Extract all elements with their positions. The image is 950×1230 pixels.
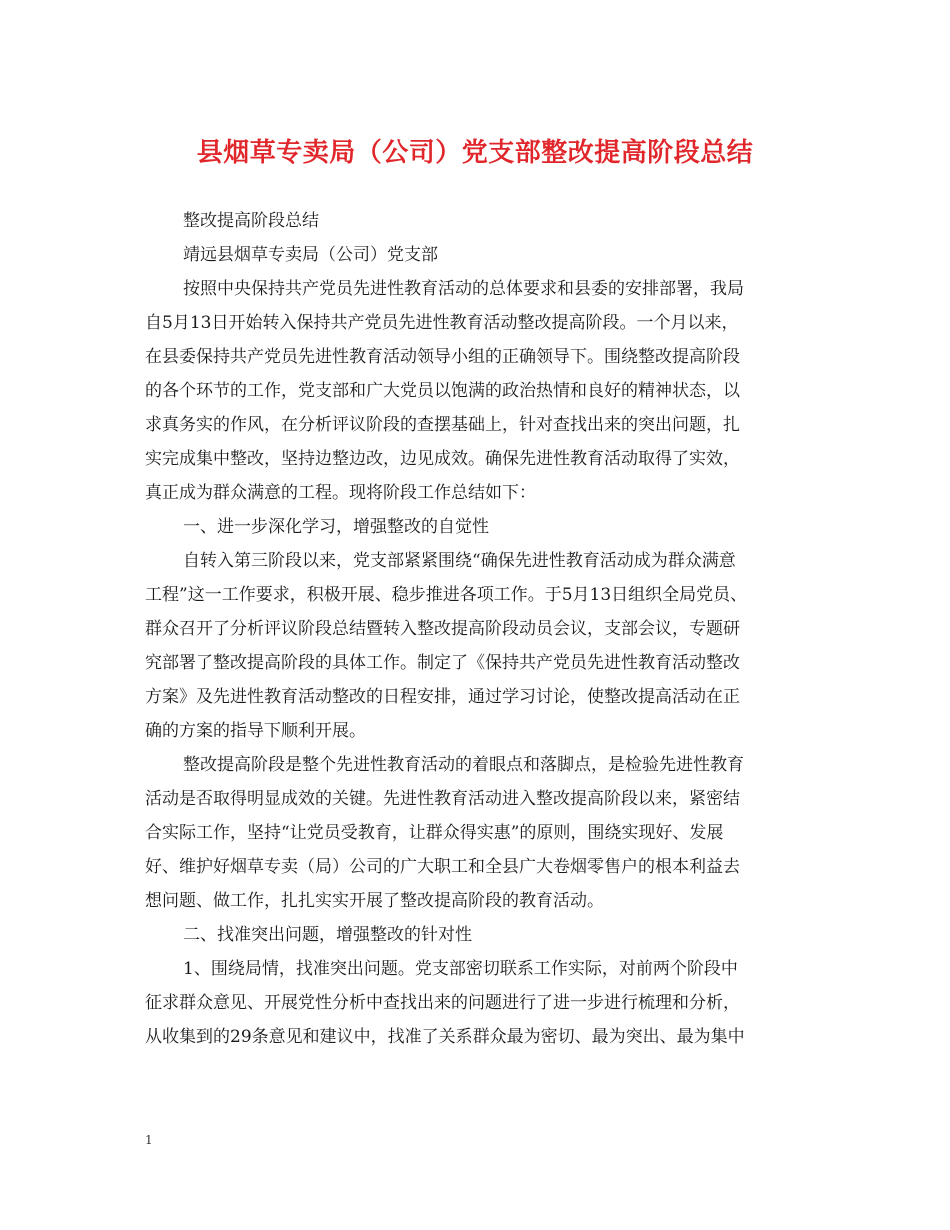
document-body: [145, 204, 825, 1054]
paragraph-line: 想问题、做工作，扎扎实实开展了整改提高阶段的教育活动。: [145, 891, 604, 911]
paragraph-line: 好、维护好烟草专卖（局）公司的广大职工和全县广大卷烟零售户的根本利益去: [145, 857, 740, 877]
paragraph-line: 征求群众意见、开展党性分析中查找出来的问题进行了进一步进行梳理和分析，: [145, 993, 740, 1013]
paragraph-line: 在县委保持共产党员先进性教育活动领导小组的正确领导下。围绕整改提高阶段: [145, 347, 740, 367]
page-number: 1: [145, 1133, 153, 1147]
paragraph-line: 自5月13日开始转入保持共产党员先进性教育活动整改提高阶段。一个月以来，: [145, 313, 739, 333]
paragraph-line: 方案》及先进性教育活动整改的日程安排，通过学习讨论，使整改提高活动在正: [145, 687, 740, 707]
document-title: 县烟草专卖局（公司）党支部整改提高阶段总结: [196, 138, 754, 168]
paragraph-line: 1、围绕局情，找准突出问题。党支部密切联系工作实际，对前两个阶段中: [183, 959, 738, 979]
paragraph-line: 群众召开了分析评议阶段总结暨转入整改提高阶段动员会议，支部会议，专题研: [145, 619, 740, 639]
subtitle-line: 整改提高阶段总结: [183, 211, 319, 231]
paragraph-line: 确的方案的指导下顺利开展。: [145, 721, 366, 741]
paragraph-line: 按照中央保持共产党员先进性教育活动的总体要求和县委的安排部署，我局: [183, 279, 744, 299]
paragraph-line: 合实际工作，坚持“让党员受教育，让群众得实惠”的原则，围绕实现好、发展: [145, 823, 724, 843]
paragraph-line: 从收集到的29条意见和建议中，找准了关系群众最为密切、最为突出、最为集中: [145, 1027, 745, 1047]
section-heading: 二、找准突出问题，增强整改的针对性: [183, 925, 472, 945]
section-heading: 一、进一步深化学习，增强整改的自觉性: [183, 517, 489, 537]
paragraph-line: 实完成集中整改，坚持边整边改，边见成效。确保先进性教育活动取得了实效，: [145, 449, 740, 469]
paragraph-line: 工程”这一工作要求，积极开展、稳步推进各项工作。于5月13日组织全局党员、: [145, 585, 748, 605]
paragraph-line: 的各个环节的工作，党支部和广大党员以饱满的政治热情和良好的精神状态，以: [145, 381, 740, 401]
paragraph-line: 真正成为群众满意的工程。现将阶段工作总结如下：: [145, 483, 536, 503]
paragraph-line: 活动是否取得明显成效的关键。先进性教育活动进入整改提高阶段以来，紧密结: [145, 789, 740, 809]
paragraph-line: 求真务实的作风，在分析评议阶段的查摆基础上，针对查找出来的突出问题，扎: [145, 415, 740, 435]
paragraph-line: 整改提高阶段是整个先进性教育活动的着眼点和落脚点，是检验先进性教育: [183, 755, 744, 775]
author-line: 靖远县烟草专卖局（公司）党支部: [183, 245, 438, 265]
paragraph-line: 自转入第三阶段以来，党支部紧紧围绕“确保先进性教育活动成为群众满意: [183, 551, 736, 571]
paragraph-line: 究部署了整改提高阶段的具体工作。制定了《保持共产党员先进性教育活动整改: [145, 653, 740, 673]
